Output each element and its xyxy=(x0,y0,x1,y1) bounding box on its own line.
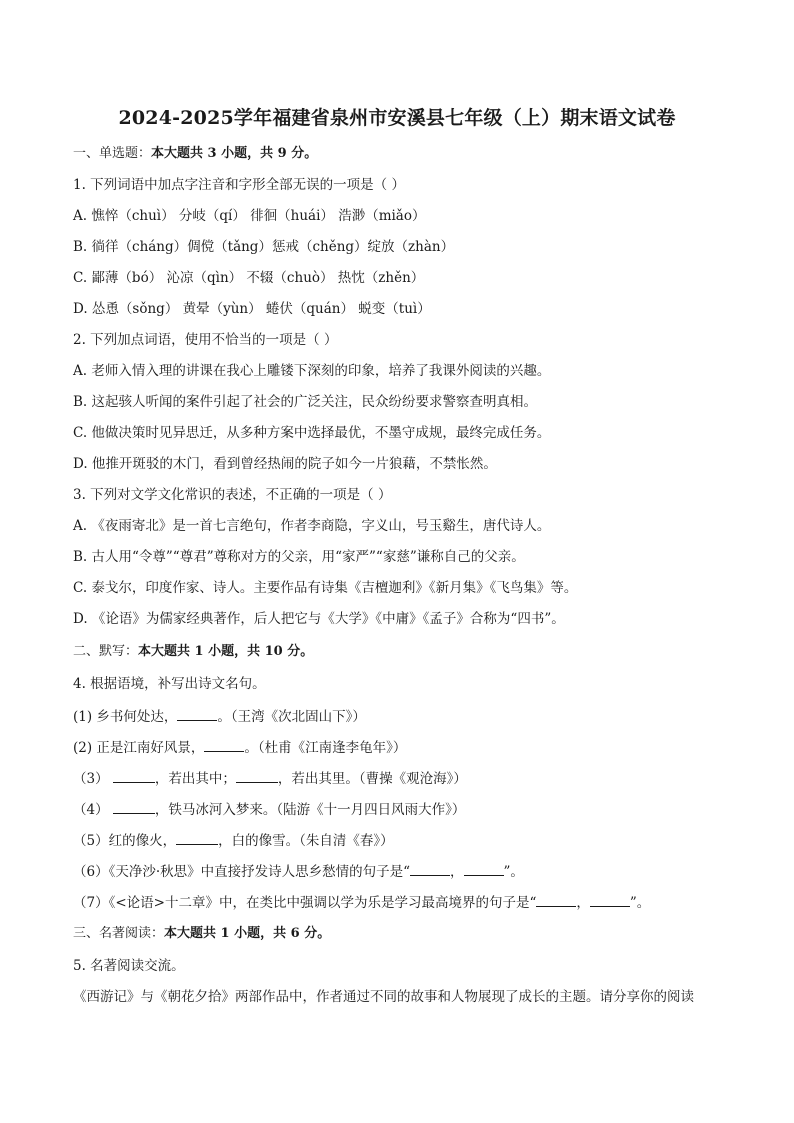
question-4-item-2 xyxy=(73,737,406,757)
question-3-option-a: A. 《夜雨寄北》是一首七言绝句，作者李商隐，字义山，号玉谿生，唐代诗人。 xyxy=(73,518,551,534)
item-6-text-b: ， xyxy=(450,864,464,880)
item-1-text-a: (1) 乡书何处达， xyxy=(73,709,178,725)
question-2-option-d: D. 他推开斑驳的木门，看到曾经热闹的院子如今一片狼藉，不禁怅然。 xyxy=(73,456,497,472)
section-2-desc: 本大题共 1 小题，共 10 分。 xyxy=(138,644,314,659)
question-1-option-c: C. 鄙薄（bó） 沁凉（qìn） 不辍（chuò） 热忱（zhěn） xyxy=(73,270,425,286)
answer-blank[interactable] xyxy=(590,892,630,907)
item-7-text-c: ”。 xyxy=(629,895,651,911)
item-3-text-c: ，若出其里。（曹操《观沧海》） xyxy=(277,771,467,787)
question-4-item-6 xyxy=(73,861,524,881)
item-4-text-b: ，铁马冰河入梦来。（陆游《十一月四日风雨大作》） xyxy=(154,802,466,818)
question-2-stem: 2. 下列加点词语，使用不恰当的一项是（ ） xyxy=(73,332,338,348)
item-6-text-a: （6）《天净沙·秋思》中直接抒发诗人思乡愁情的句子是“ xyxy=(73,864,411,880)
item-3-text-a: （3） xyxy=(73,771,109,787)
question-4-item-7 xyxy=(73,892,650,912)
item-5-text-a: （5）红的像火， xyxy=(73,833,177,849)
section-heading-2 xyxy=(73,643,313,661)
question-5-stem: 5. 名著阅读交流。 xyxy=(73,958,185,974)
question-4-item-3 xyxy=(73,768,467,788)
question-4-item-5 xyxy=(73,830,394,850)
item-2-text-b: 。（杜甫《江南逢李龟年》） xyxy=(244,740,407,756)
item-1-text-b: 。（王湾《次北固山下》） xyxy=(217,709,366,725)
question-3-option-d: D. 《论语》为儒家经典著作，后人把它与《大学》《中庸》《孟子》合称为“四书”。 xyxy=(73,611,565,627)
section-heading-1 xyxy=(73,145,317,163)
item-7-text-a: （7）《<论语>十二章》中，在类比中强调以学为乐是学习最高境界的句子是“ xyxy=(73,895,537,911)
answer-blank[interactable] xyxy=(464,861,504,876)
answer-blank[interactable] xyxy=(410,861,450,876)
answer-blank[interactable] xyxy=(536,892,576,907)
exam-title: 2024-2025学年福建省泉州市安溪县七年级（上）期末语文试卷 xyxy=(118,107,676,129)
item-6-text-c: ”。 xyxy=(503,864,524,880)
answer-blank[interactable] xyxy=(236,768,278,783)
question-4-stem: 4. 根据语境，补写出诗文名句。 xyxy=(73,676,266,692)
section-1-desc: 本大题共 3 小题，共 9 分。 xyxy=(151,146,318,161)
item-3-text-b: ，若出其中； xyxy=(154,771,236,787)
answer-blank[interactable] xyxy=(113,768,155,783)
question-2-option-a: A. 老师入情入理的讲课在我心上雕镂下深刻的印象，培养了我课外阅读的兴趣。 xyxy=(73,363,551,379)
question-5-body: 《西游记》与《朝花夕拾》两部作品中，作者通过不同的故事和人物展现了成长的主题。请分享你的阅读 xyxy=(73,989,694,1005)
section-1-prefix: 一、单选题： xyxy=(73,146,152,161)
item-4-text-a: （4） xyxy=(73,802,109,818)
question-1-stem: 1. 下列词语中加点字注音和字形全部无误的一项是（ ） xyxy=(73,177,405,193)
question-4-item-4 xyxy=(73,799,465,819)
answer-blank[interactable] xyxy=(204,737,244,752)
answer-blank[interactable] xyxy=(177,706,217,721)
section-3-prefix: 三、名著阅读： xyxy=(73,926,165,941)
item-7-text-b: ， xyxy=(576,895,590,911)
question-2-option-c: C. 他做决策时见异思迁，从多种方案中选择最优，不墨守成规，最终完成任务。 xyxy=(73,425,551,441)
item-2-text-a: (2) 正是江南好风景， xyxy=(73,740,205,756)
question-3-option-b: B. 古人用“令尊”“尊君”尊称对方的父亲，用“家严”“家慈”谦称自己的父亲。 xyxy=(73,549,525,565)
question-1-option-a: A. 憔悴（chuì） 分岐（qí） 徘徊（huái） 浩渺（miǎo） xyxy=(73,208,426,224)
question-3-option-c: C. 泰戈尔，印度作家、诗人。主要作品有诗集《吉檀迦利》《新月集》《飞鸟集》等。 xyxy=(73,580,578,596)
question-1-option-d: D. 怂恿（sǒng） 黄晕（yùn） 蜷伏（quán） 蜕变（tuì） xyxy=(73,301,431,317)
section-heading-3 xyxy=(73,925,330,943)
answer-blank[interactable] xyxy=(176,830,218,845)
section-3-desc: 本大题共 1 小题，共 6 分。 xyxy=(164,926,331,941)
question-2-option-b: B. 这起骇人听闻的案件引起了社会的广泛关注，民众纷纷要求警察查明真相。 xyxy=(73,394,538,410)
section-2-prefix: 二、默写： xyxy=(73,644,139,659)
question-3-stem: 3. 下列对文学文化常识的表述，不正确的一项是（ ） xyxy=(73,487,392,503)
answer-blank[interactable] xyxy=(113,799,155,814)
question-1-option-b: B. 徜徉（cháng）倜傥（tǎng）惩戒（chěng）绽放（zhàn） xyxy=(73,239,455,255)
question-4-item-1 xyxy=(73,706,366,726)
item-5-text-b: ，白的像雪。（朱自清《春》） xyxy=(218,833,394,849)
